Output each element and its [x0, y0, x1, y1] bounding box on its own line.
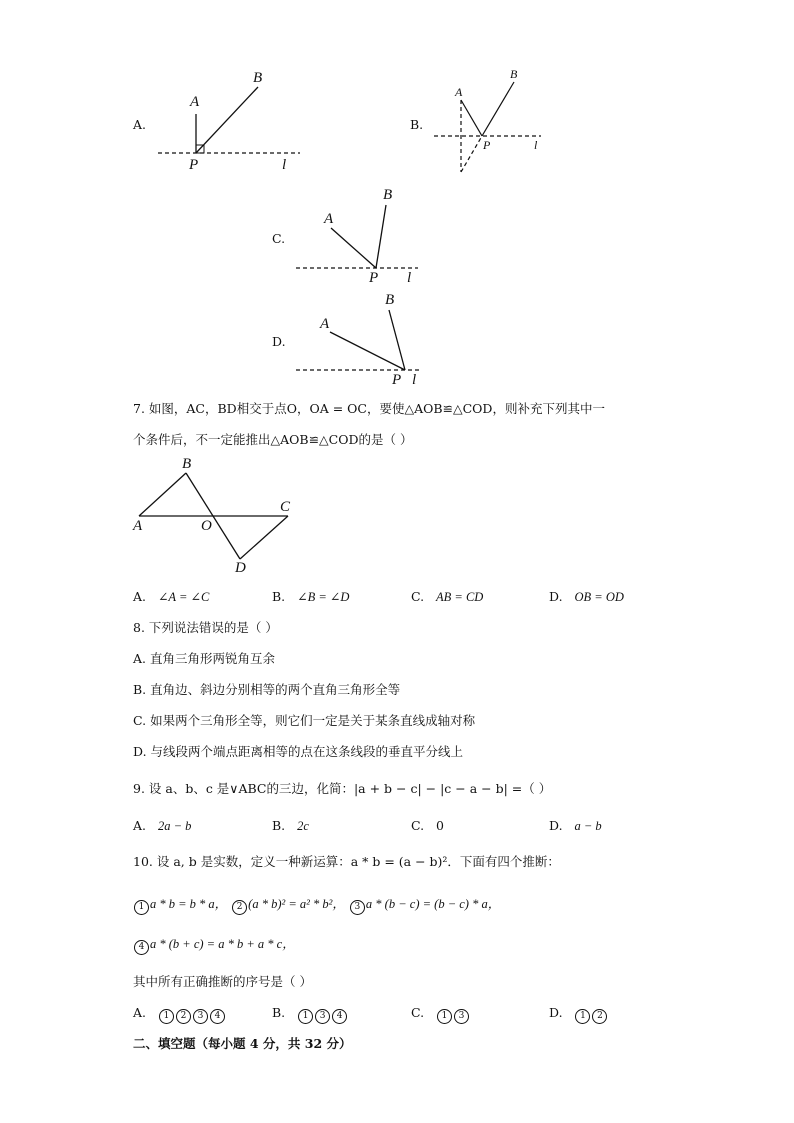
q6-option-d-letter: D.	[272, 334, 286, 349]
q9-option-a-text: 2a − b	[157, 819, 192, 833]
fig-b-label-a: A	[455, 85, 463, 99]
q6-figure-a	[158, 87, 300, 153]
q9-option-d-text: a − b	[574, 819, 602, 833]
circled-number-4: 4	[134, 940, 149, 955]
q6-option-a-letter: A.	[133, 117, 147, 132]
q6-option-c-letter: C.	[272, 231, 286, 246]
circled-number-1: 1	[298, 1009, 313, 1024]
q10-stem: 10. 设 a, b 是实数，定义一种新运算：a * b = (a − b)²．下面有四个推断：	[133, 854, 560, 869]
q7-option-c-text: AB = CD	[436, 590, 484, 604]
circled-number-1: 1	[575, 1009, 590, 1024]
q9-option-a-letter: A.	[133, 818, 147, 833]
q7-option-b[interactable]	[272, 589, 349, 605]
fig-c-label-b: B	[383, 187, 393, 203]
fig-d-label-a: A	[320, 316, 330, 332]
circled-number-3: 3	[193, 1009, 208, 1024]
q7-option-a[interactable]	[133, 589, 209, 605]
q10-option-b-letter: B.	[272, 1005, 286, 1020]
q6-figure-c	[296, 205, 418, 268]
q7-stem-line1: 7. 如图，AC，BD相交于点O，OA = OC，要使△AOB≌△COD，则补充下列其中一	[133, 401, 605, 416]
circled-number-2: 2	[592, 1009, 607, 1024]
q7-option-d[interactable]	[549, 589, 624, 605]
q7-label-d: D	[235, 560, 246, 576]
q8-option-d[interactable]: D. 与线段两个端点距离相等的点在这条线段的垂直平分线上	[133, 744, 464, 759]
q7-option-a-text: ∠A = ∠C	[157, 590, 210, 604]
circled-number-1: 1	[134, 900, 149, 915]
fig-a-label-b: B	[253, 70, 263, 86]
q7-option-a-letter: A.	[133, 589, 147, 604]
fig-c-label-p: P	[369, 270, 379, 286]
q6-figure-b	[434, 82, 541, 172]
q6-option-b-letter: B.	[410, 117, 424, 132]
q10-inference-4: a * (b + c) = a * b + a * c，	[150, 937, 295, 951]
q7-label-c: C	[280, 499, 291, 515]
circled-number-1: 1	[159, 1009, 174, 1024]
fig-d-label-p: P	[392, 372, 402, 388]
q10-inference-3: a * (b − c) = (b − c) * a，	[365, 897, 501, 911]
q10-inference-2: (a * b)² = a² * b²，	[248, 897, 345, 911]
q6-figure-d	[296, 310, 420, 370]
circled-number-3: 3	[454, 1009, 469, 1024]
q10-option-c[interactable]	[411, 1005, 470, 1024]
circled-number-3: 3	[315, 1009, 330, 1024]
q8-stem: 8. 下列说法错误的是（ ）	[133, 620, 278, 635]
circled-number-1: 1	[437, 1009, 452, 1024]
q10-option-a[interactable]	[133, 1005, 226, 1024]
q10-option-d[interactable]	[549, 1005, 608, 1024]
q7-label-a: A	[133, 518, 143, 534]
q7-option-c-letter: C.	[411, 589, 425, 604]
q8-option-b[interactable]: B. 直角边、斜边分别相等的两个直角三角形全等	[133, 682, 401, 697]
fig-b-label-p: P	[483, 138, 491, 152]
q9-option-c-letter: C.	[411, 818, 425, 833]
q9-option-c[interactable]	[411, 818, 444, 833]
q7-label-o: O	[201, 518, 212, 534]
q8-option-a[interactable]: A. 直角三角形两锐角互余	[133, 651, 275, 666]
q7-label-b: B	[182, 456, 192, 472]
q7-stem-line2: 个条件后，不一定能推出△AOB≌△COD的是（ ）	[133, 432, 413, 447]
q10-option-b[interactable]	[272, 1005, 348, 1024]
q10-option-c-letter: C.	[411, 1005, 425, 1020]
q7-option-c[interactable]	[411, 589, 483, 605]
q10-ask: 其中所有正确推断的序号是（ ）	[133, 974, 312, 989]
fig-b-label-l: l	[534, 138, 538, 152]
q7-figure	[139, 473, 291, 559]
q10-inference-1: a * b = b * a，	[150, 897, 228, 911]
q9-option-a[interactable]	[133, 818, 191, 834]
q10-option-d-letter: D.	[549, 1005, 563, 1020]
q9-option-b-text: 2c	[297, 819, 309, 833]
fig-d-label-l: l	[412, 372, 417, 388]
q7-option-d-text: OB = OD	[574, 590, 624, 604]
q9-stem: 9. 设 a、b、c 是∨ABC的三边，化简：|a + b − c| − |c − a − b| =（ ）	[133, 781, 552, 796]
circled-number-2: 2	[176, 1009, 191, 1024]
q7-option-b-text: ∠B = ∠D	[297, 590, 350, 604]
q9-option-d[interactable]	[549, 818, 602, 834]
circled-number-3: 3	[350, 900, 365, 915]
q9-option-b[interactable]	[272, 818, 309, 834]
fig-a-label-l: l	[282, 157, 287, 173]
circled-number-4: 4	[210, 1009, 225, 1024]
q8-option-c[interactable]: C. 如果两个三角形全等，则它们一定是关于某条直线成轴对称	[133, 713, 476, 728]
q10-option-a-letter: A.	[133, 1005, 147, 1020]
q9-option-d-letter: D.	[549, 818, 563, 833]
q7-option-b-letter: B.	[272, 589, 286, 604]
q10-inferences-row2	[133, 936, 295, 955]
fig-a-label-p: P	[189, 157, 199, 173]
section-heading-fill-in: 二、填空题（每小题 4 分，共 32 分）	[133, 1036, 352, 1051]
q9-option-c-text: 0	[436, 818, 444, 833]
circled-number-2: 2	[232, 900, 247, 915]
fig-b-label-b: B	[510, 67, 518, 81]
q10-inferences-row1	[133, 896, 500, 915]
fig-c-label-l: l	[407, 270, 412, 286]
circled-number-4: 4	[332, 1009, 347, 1024]
fig-d-label-b: B	[385, 292, 395, 308]
fig-c-label-a: A	[324, 211, 334, 227]
fig-a-label-a: A	[190, 94, 200, 110]
q9-option-b-letter: B.	[272, 818, 286, 833]
q7-option-d-letter: D.	[549, 589, 563, 604]
